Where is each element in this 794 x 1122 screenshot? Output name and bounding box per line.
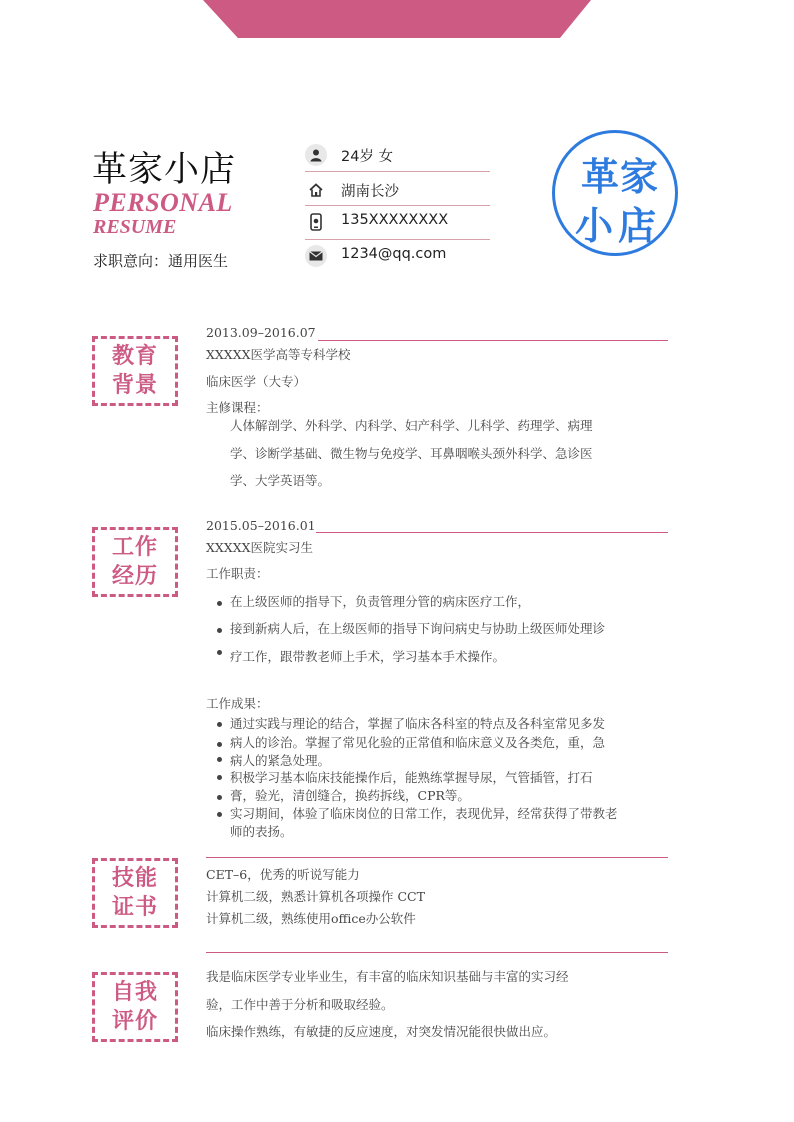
resume-name: 革家小店: [92, 150, 237, 190]
bullet-dot: [217, 757, 222, 762]
seal-char: 家: [620, 154, 659, 199]
duty-line: 在上级医师的指导下，负责管理分管的病床医疗工作，: [230, 594, 531, 609]
section-rule: [318, 340, 668, 341]
skill-line: 计算机二级，熟悉计算机各项操作 CCT: [206, 889, 425, 904]
section-title-work: 工作 经历: [111, 535, 158, 589]
bullet-dot: [217, 601, 222, 606]
contact-divider: [305, 239, 490, 240]
contact-email: 1234@qq.com: [305, 242, 490, 272]
work-date: 2015.05–2016.01: [206, 518, 316, 533]
result-line: 病人的紧急处理。: [230, 753, 331, 768]
result-line: 师的表扬。: [230, 824, 293, 839]
courses-line: 学、大学英语等。: [230, 473, 331, 488]
bullet-dot: [217, 650, 222, 655]
courses-label: 主修课程：: [206, 400, 269, 415]
result-line: 病人的诊治。掌握了常见化验的正常值和临床意义及各类危，重，急: [230, 735, 606, 750]
duties-label: 工作职责：: [206, 566, 269, 581]
shop-seal-logo: [552, 130, 678, 256]
mail-icon: [305, 245, 327, 267]
contact-location: 湖南长沙: [305, 176, 490, 206]
resume-label: RESUME: [93, 216, 177, 238]
courses-line: 学、诊断学基础、微生物与免疫学、耳鼻咽喉头颈外科学、急诊医: [230, 446, 593, 461]
bullet-dot: [217, 628, 222, 633]
self-eval-line: 临床操作熟练，有敏捷的反应速度，对突发情况能很快做出应。: [206, 1024, 557, 1039]
skill-line: 计算机二级，熟练使用office办公软件: [206, 911, 416, 926]
self-eval-line: 我是临床医学专业毕业生，有丰富的临床知识基础与丰富的实习经: [206, 969, 569, 984]
job-objective: 求职意向：通用医生: [93, 252, 229, 270]
seal-char: 店: [618, 203, 657, 248]
result-line: 积极学习基本临床技能操作后，能熟练掌握导尿，气管插管，打石: [230, 770, 593, 785]
section-rule: [316, 532, 668, 533]
self-eval-line: 验，工作中善于分析和吸取经验。: [206, 997, 394, 1012]
duty-line: 接到新病人后，在上级医师的指导下询问病史与协助上级医师处理诊: [230, 621, 606, 636]
bullet-dot: [217, 812, 222, 817]
skill-line: CET–6，优秀的听说写能力: [206, 867, 360, 882]
result-line: 实习期间，体验了临床岗位的日常工作，表现优异，经常获得了带教老: [230, 806, 618, 821]
seal-char: 革: [581, 154, 620, 199]
section-rule: [206, 952, 668, 953]
education-school: XXXXX医学高等专科学校: [206, 347, 351, 362]
phone-icon: [305, 211, 327, 233]
contact-divider: [305, 171, 490, 172]
courses-line: 人体解剖学、外科学、内科学、妇产科学、儿科学、药理学、病理: [230, 418, 593, 433]
bullet-dot: [217, 775, 222, 780]
section-title-education: 教育 背景: [111, 344, 158, 398]
contact-phone: 135XXXXXXXX: [305, 208, 490, 238]
education-date: 2013.09–2016.07: [206, 325, 316, 340]
top-decor-bar: [203, 0, 591, 38]
section-rule: [206, 857, 668, 858]
bullet-dot: [217, 722, 222, 727]
duty-line: 疗工作，跟带教老师上手术，学习基本手术操作。: [230, 649, 506, 664]
personal-label: PERSONAL: [93, 188, 233, 217]
section-title-self-evaluation: 自我 评价: [111, 980, 158, 1034]
person-icon: [305, 144, 327, 166]
section-title-skills: 技能 证书: [111, 866, 158, 920]
result-line: 膏，验光，清创缝合，换药拆线，CPR等。: [230, 788, 470, 803]
contact-age-gender: 24岁 女: [305, 141, 490, 171]
contact-divider: [305, 205, 490, 206]
home-icon: [305, 179, 327, 201]
work-position: XXXXX医院实习生: [206, 540, 313, 555]
education-major: 临床医学（大专）: [206, 374, 307, 389]
result-line: 通过实践与理论的结合，掌握了临床各科室的特点及各科室常见多发: [230, 716, 606, 731]
bullet-dot: [217, 742, 222, 747]
results-label: 工作成果：: [206, 696, 269, 711]
bullet-dot: [217, 795, 222, 800]
seal-char: 小: [575, 203, 614, 248]
